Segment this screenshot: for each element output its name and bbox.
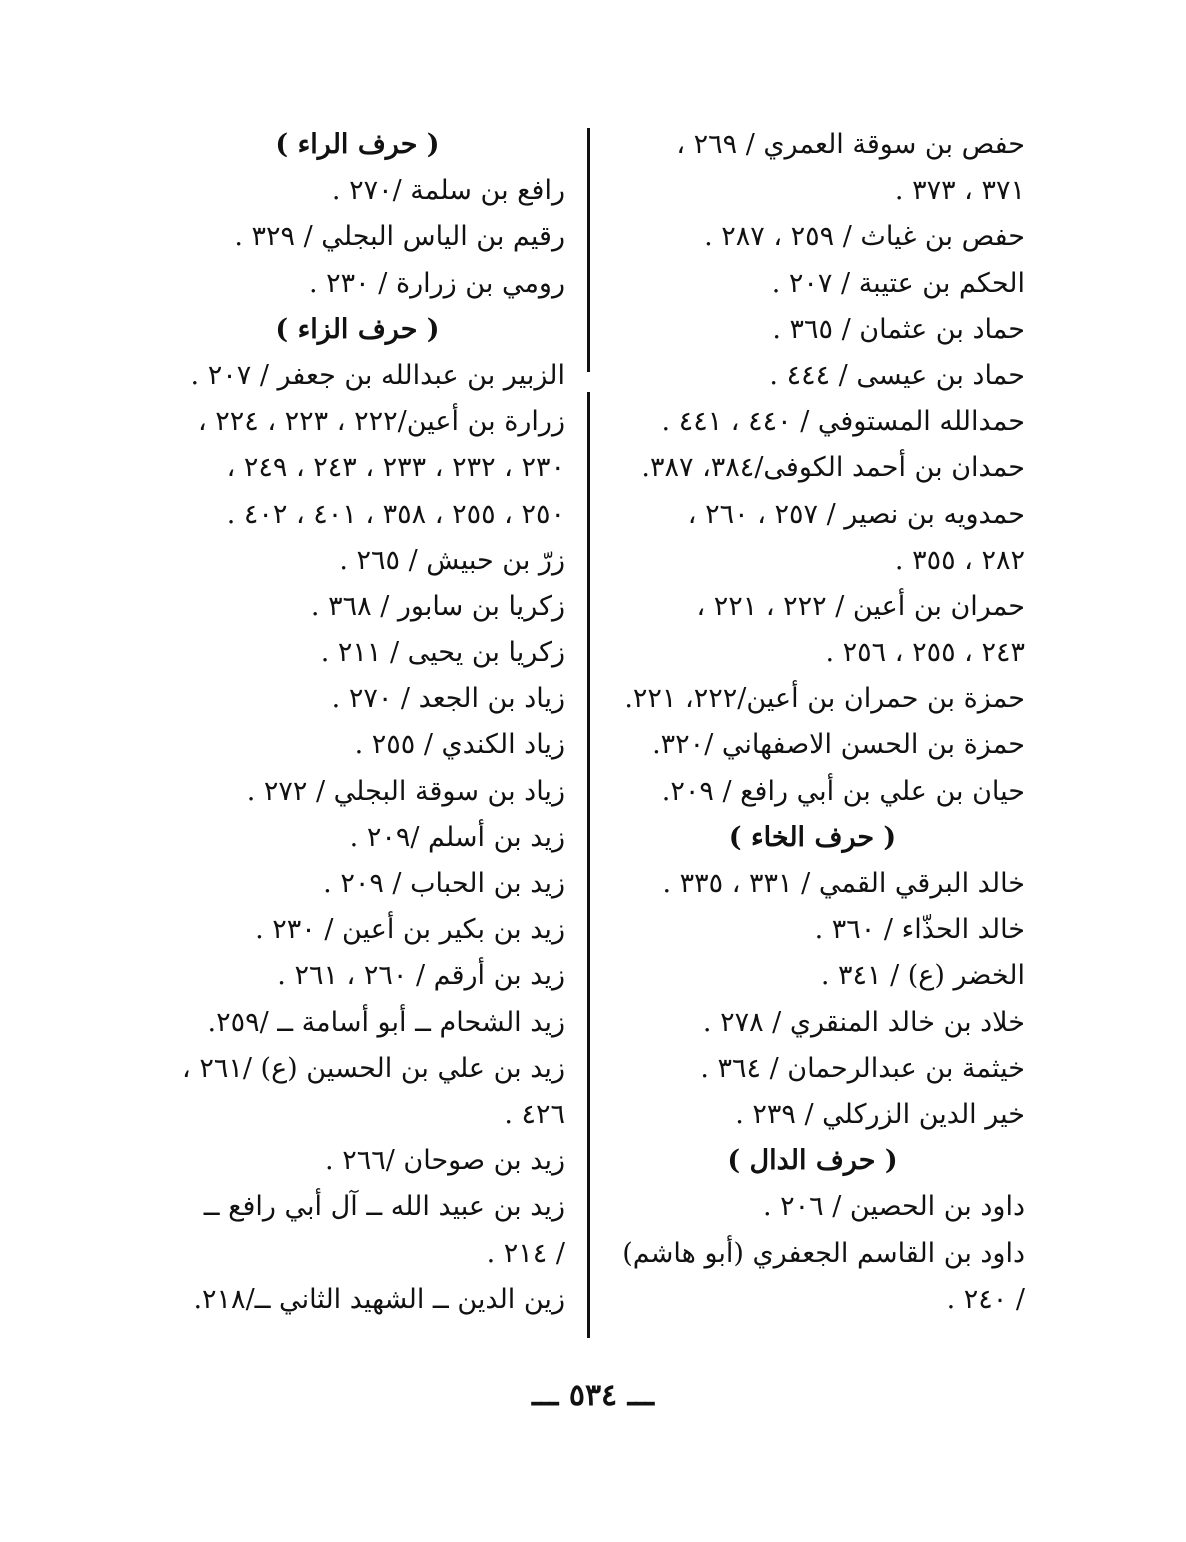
index-entry: زياد بن سوقة البجلي / ٢٧٢ . bbox=[246, 775, 565, 807]
section-heading: ( حرف الخاء ) bbox=[728, 821, 897, 853]
column-divider bbox=[587, 128, 590, 1338]
index-entry-continuation: ٣٧١ ، ٣٧٣ . bbox=[894, 175, 1025, 207]
index-column-left bbox=[150, 122, 565, 1323]
index-entry: زياد بن الجعد / ٢٧٠ . bbox=[331, 683, 565, 715]
index-entry-continuation: ٢٥٠ ، ٢٥٥ ، ٣٥٨ ، ٤٠١ ، ٤٠٢ . bbox=[226, 498, 565, 530]
column-divider-gap bbox=[587, 372, 590, 392]
index-entry: خلاد بن خالد المنقري / ٢٧٨ . bbox=[702, 1006, 1025, 1038]
index-entry: زيد بن الحباب / ٢٠٩ . bbox=[323, 868, 565, 899]
index-entry-continuation: ٢٣٠ ، ٢٣٢ ، ٢٣٣ ، ٢٤٣ ، ٢٤٩ ، bbox=[226, 452, 565, 484]
index-entry: زين الدين ــ الشهيد الثاني ــ/٢١٨. bbox=[193, 1283, 565, 1315]
index-entry: زيد بن أرقم / ٢٦٠ ، ٢٦١ . bbox=[277, 960, 565, 992]
index-entry: زكريا بن يحيى / ٢١١ . bbox=[320, 637, 565, 669]
index-entry: حمران بن أعين / ٢٢٢ ، ٢٢١ ، bbox=[696, 590, 1025, 622]
section-heading: ( حرف الراء ) bbox=[275, 129, 440, 160]
index-entry-continuation: / ٢٤٠ . bbox=[946, 1283, 1025, 1315]
index-entry: زرارة بن أعين/٢٢٢ ، ٢٢٣ ، ٢٢٤ ، bbox=[197, 406, 565, 438]
index-column-right bbox=[600, 122, 1025, 1323]
index-entry: حماد بن عثمان / ٣٦٥ . bbox=[772, 313, 1025, 345]
index-entry: حمدويه بن نصير / ٢٥٧ ، ٢٦٠ ، bbox=[687, 498, 1025, 530]
index-entry: حيان بن علي بن أبي رافع / ٢٠٩. bbox=[661, 775, 1025, 807]
section-heading: ( حرف الزاء ) bbox=[275, 313, 440, 345]
index-entry: داود بن الحصين / ٢٠٦ . bbox=[762, 1191, 1025, 1223]
index-entry: حمزة بن الحسن الاصفهاني /٣٢٠. bbox=[652, 729, 1025, 761]
index-entry: زيد بن عبيد الله ــ آل أبي رافع ــ bbox=[203, 1191, 565, 1223]
index-entry: زيد بن أسلم /٢٠٩ . bbox=[349, 821, 565, 853]
index-entry: حماد بن عيسى / ٤٤٤ . bbox=[769, 359, 1025, 391]
index-entry: خير الدين الزركلي / ٢٣٩ . bbox=[735, 1098, 1025, 1130]
index-entry: زيد بن بكير بن أعين / ٢٣٠ . bbox=[255, 914, 565, 946]
index-entry: زكريا بن سابور / ٣٦٨ . bbox=[310, 590, 565, 622]
index-entry: حفص بن غياث / ٢٥٩ ، ٢٨٧ . bbox=[704, 221, 1025, 253]
index-entry: الزبير بن عبدالله بن جعفر / ٢٠٧ . bbox=[190, 359, 565, 391]
index-entry: خالد البرقي القمي / ٣٣١ ، ٣٣٥ . bbox=[662, 868, 1025, 899]
index-entry: داود بن القاسم الجعفري (أبو هاشم) bbox=[622, 1237, 1025, 1269]
index-entry: زيد الشحام ــ أبو أسامة ــ /٢٥٩. bbox=[207, 1006, 565, 1038]
index-entry: رومي بن زرارة / ٢٣٠ . bbox=[309, 267, 565, 299]
index-entry-continuation: / ٢١٤ . bbox=[486, 1237, 565, 1269]
index-entry: زيد بن صوحان /٢٦٦ . bbox=[325, 1145, 565, 1177]
index-entry: خالد الحذّاء / ٣٦٠ . bbox=[814, 914, 1025, 946]
index-entry: حمزة بن حمران بن أعين/٢٢٢، ٢٢١. bbox=[624, 683, 1025, 715]
index-entry: زرّ بن حبيش / ٢٦٥ . bbox=[339, 544, 565, 576]
index-entry: زياد الكندي / ٢٥٥ . bbox=[354, 729, 565, 761]
index-entry-continuation: ٢٤٣ ، ٢٥٥ ، ٢٥٦ . bbox=[825, 637, 1025, 669]
section-heading: ( حرف الدال ) bbox=[727, 1145, 898, 1177]
index-entry: حمدالله المستوفي / ٤٤٠ ، ٤٤١ . bbox=[661, 406, 1025, 438]
index-entry-continuation: ٤٢٦ . bbox=[504, 1098, 565, 1130]
index-entry: الخضر (ع) / ٣٤١ . bbox=[820, 960, 1025, 992]
index-entry: حفص بن سوقة العمري / ٢٦٩ ، bbox=[676, 129, 1025, 160]
index-entry-continuation: ٢٨٢ ، ٣٥٥ . bbox=[894, 544, 1025, 576]
page-number: ـــ ٥٣٤ ـــ bbox=[532, 1378, 654, 1413]
index-entry: زيد بن علي بن الحسين (ع) /٢٦١ ، bbox=[182, 1052, 565, 1084]
index-entry: حمدان بن أحمد الكوفى/٣٨٤، ٣٨٧. bbox=[641, 452, 1025, 484]
index-entry: رقيم بن الياس البجلي / ٣٢٩ . bbox=[234, 221, 565, 253]
index-entry: خيثمة بن عبدالرحمان / ٣٦٤ . bbox=[700, 1052, 1025, 1084]
index-entry: الحكم بن عتيبة / ٢٠٧ . bbox=[771, 267, 1025, 299]
index-entry: رافع بن سلمة /٢٧٠ . bbox=[331, 175, 565, 207]
